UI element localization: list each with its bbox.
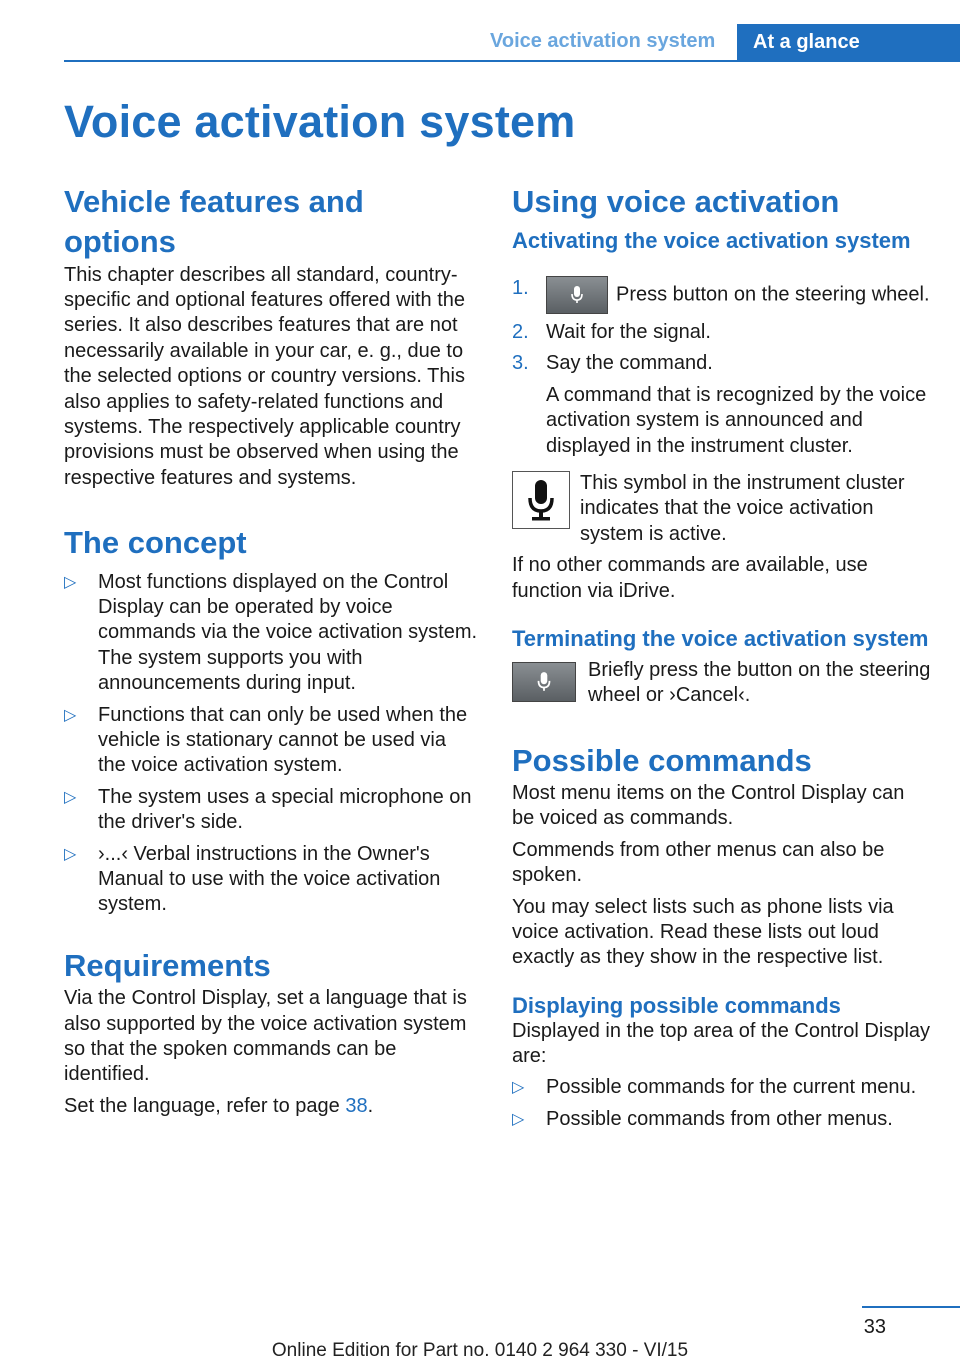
displaying-commands-list <box>512 1075 932 1132</box>
voice-symbol-text: This symbol in the instrument cluster indicates that the voice activation system is active. <box>580 472 905 545</box>
steering-wheel-voice-button-image <box>512 662 576 702</box>
vehicle-features-text: This chapter describes all standard, country-specific and optional features offered with the series. It also describes features that are not necessarily available in your car, e. g., due to the selected options or country versions. This also applies to safety-related functions and systems. The respectively applicable country provisions must be observed when using the respective features and systems. <box>64 263 465 489</box>
possible-commands-p1: Most menu items on the Control Display can be voiced as commands. <box>512 781 905 830</box>
step-3-detail: A command that is recognized by the voice activation system is announced and displayed in the instrument cluster. <box>546 383 927 457</box>
right-column <box>512 182 932 1138</box>
terminating-row <box>512 658 932 709</box>
terminating-heading: Terminating the voice activation system <box>512 626 929 652</box>
possible-commands-p2: Commends from other menus can also be spoken. <box>512 838 885 887</box>
concept-heading: The concept <box>64 525 247 561</box>
possible-commands-p3: You may select lists such as phone lists via voice activation. Read these lists out loud exactly as they show in the respective list. <box>512 895 894 969</box>
triangle-bullet-icon: ▷ <box>512 1110 525 1128</box>
left-column <box>64 182 478 1119</box>
activation-steps <box>512 276 932 459</box>
page-reference-link[interactable]: 38 <box>345 1094 368 1117</box>
requirements-reference: Set the language, refer to page 38. <box>64 1094 374 1117</box>
list-item: 3. Say the command. A command that is recognized by the voice activation system is announced and displayed in the instrument cluster. <box>512 351 932 459</box>
using-voice-heading: Using voice activation <box>512 184 840 219</box>
header-chapter-tab <box>737 24 960 62</box>
edition-footer: Online Edition for Part no. 0140 2 964 330 - VI/15 <box>271 1340 689 1361</box>
triangle-bullet-icon: ▷ <box>512 1079 525 1097</box>
microphone-icon <box>526 478 556 522</box>
page-number: 33 <box>863 1316 886 1338</box>
vehicle-features-heading: Vehicle features and options <box>64 184 364 260</box>
activating-heading: Activating the voice activation system <box>512 228 911 254</box>
list-item: ▷ Possible commands from other menus. <box>512 1107 932 1132</box>
list-item: 1. Press button on the steering wheel. <box>512 276 932 314</box>
requirements-heading: Requirements <box>64 947 271 983</box>
list-item: ▷ Functions that can only be used when the vehicle is stationary cannot be used via the voice activation system. <box>64 703 468 777</box>
list-item: ▷ Most functions displayed on the Control Display can be operated by voice commands via the voice activation system. The system supports you with announcements during input. <box>64 570 478 695</box>
no-other-commands-text: If no other commands are available, use function via iDrive. <box>512 554 868 602</box>
instrument-cluster-symbol <box>512 471 570 529</box>
terminating-text: Briefly press the button on the steering wheel or ›Cancel‹. <box>588 658 931 707</box>
page-number-rule <box>862 1306 960 1308</box>
header-section-title: Voice activation system <box>490 30 716 52</box>
concept-list <box>64 570 478 918</box>
triangle-bullet-icon: ▷ <box>64 573 77 591</box>
voice-symbol-row <box>512 471 932 547</box>
list-item: 2. Wait for the signal. <box>512 321 711 344</box>
steering-wheel-voice-button-image <box>546 276 608 314</box>
header-chapter-label: At a glance <box>753 31 860 53</box>
possible-commands-heading: Possible commands <box>512 742 812 778</box>
page-title: Voice activation system <box>64 96 576 147</box>
displaying-commands-heading: Displaying possible commands <box>512 992 841 1018</box>
list-item: ▷ The system uses a special microphone on the driver's side. <box>64 785 472 834</box>
triangle-bullet-icon: ▷ <box>64 706 77 724</box>
triangle-bullet-icon: ▷ <box>64 845 77 863</box>
triangle-bullet-icon: ▷ <box>64 788 77 806</box>
list-item: ▷ ›...‹ Verbal instructions in the Owner's Manual to use with the voice activation system. <box>64 842 441 916</box>
microphone-icon <box>570 285 584 305</box>
requirements-text: Via the Control Display, set a language that is also supported by the voice activation system so that the spoken commands can be identified. <box>64 987 467 1086</box>
list-item: ▷ Possible commands for the current menu. <box>512 1075 932 1100</box>
microphone-icon <box>536 671 552 693</box>
displaying-commands-text: Displayed in the top area of the Control Display are: <box>512 1019 931 1067</box>
